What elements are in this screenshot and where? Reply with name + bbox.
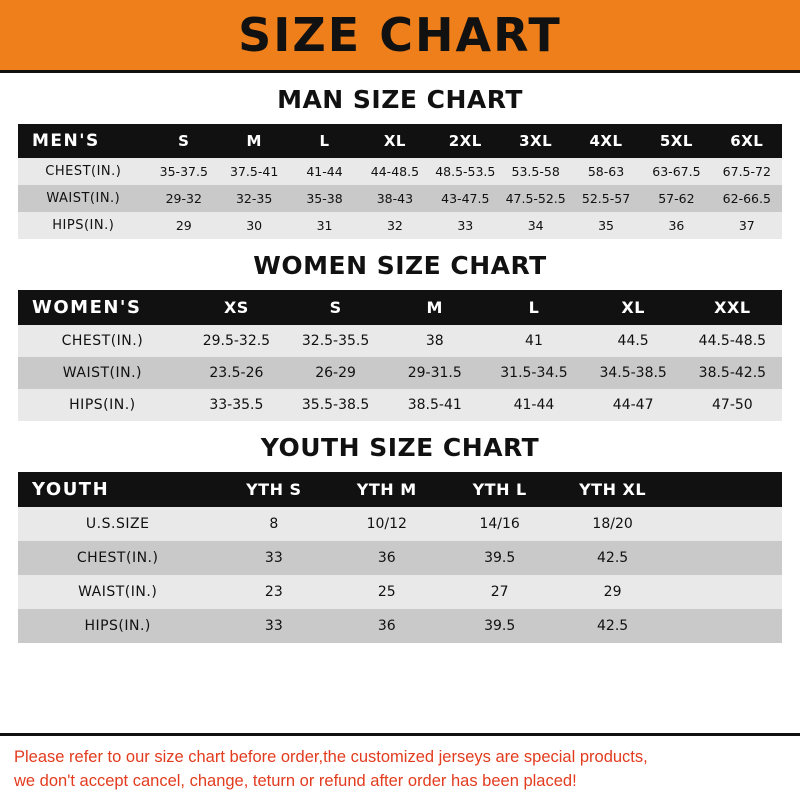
row-label-chest: CHEST(IN.) — [45, 164, 122, 179]
cell: 38.5-42.5 — [698, 365, 767, 381]
table-man-col-5: 3XL — [519, 132, 553, 150]
row-label-waist: WAIST(IN.) — [78, 584, 158, 600]
chart-content — [0, 73, 800, 733]
cell: 53.5-58 — [511, 164, 560, 179]
cell: 58-63 — [587, 164, 625, 179]
table-man-header-label: MEN'S — [32, 131, 100, 151]
table-youth-col-3: YTH XL — [579, 480, 647, 499]
table-youth-body — [18, 507, 782, 643]
cell: 32.5-35.5 — [301, 333, 370, 349]
section-youth — [18, 433, 782, 643]
table-header-row — [18, 290, 782, 325]
table-row — [18, 389, 782, 421]
cell: 41-44 — [513, 397, 555, 413]
row-label-chest: CHEST(IN.) — [61, 333, 144, 349]
cell-spacer — [669, 609, 782, 643]
cell: 27 — [490, 584, 509, 600]
table-man-col-7: 5XL — [659, 132, 693, 150]
cell: 39.5 — [484, 618, 516, 634]
table-header-row — [18, 124, 782, 158]
section-women — [18, 251, 782, 421]
cell: 18/20 — [592, 516, 633, 532]
footer-note-line-1: Please refer to our size chart before order,the customized jerseys are special products, — [14, 748, 648, 767]
table-women-col-3: L — [528, 298, 540, 317]
cell: 36 — [377, 550, 396, 566]
cell: 44-48.5 — [370, 164, 420, 179]
cell-spacer — [669, 541, 782, 575]
table-women-col-0: XS — [223, 298, 249, 317]
table-row — [18, 185, 782, 212]
cell: 41-44 — [306, 164, 343, 179]
row-label-ussize: U.S.SIZE — [85, 516, 150, 532]
table-women-header-label: WOMEN'S — [32, 297, 142, 318]
section-title-youth: YOUTH SIZE CHART — [260, 433, 540, 462]
cell: 41 — [525, 333, 543, 349]
cell: 31 — [316, 218, 333, 233]
table-women-head — [18, 290, 782, 325]
cell: 29-31.5 — [407, 365, 462, 381]
table-youth — [18, 472, 782, 643]
table-row — [18, 609, 782, 643]
table-women — [18, 290, 782, 421]
cell: 33-35.5 — [209, 397, 264, 413]
cell: 57-62 — [658, 191, 695, 206]
footer-note — [0, 733, 800, 800]
cell: 8 — [269, 516, 279, 532]
table-row — [18, 325, 782, 357]
cell: 30 — [246, 218, 263, 233]
cell: 23.5-26 — [209, 365, 264, 381]
row-label-hips: HIPS(IN.) — [84, 618, 151, 634]
cell: 35.5-38.5 — [301, 397, 370, 413]
cell: 44.5-48.5 — [698, 333, 767, 349]
cell: 44-47 — [612, 397, 654, 413]
cell: 38 — [425, 333, 444, 349]
table-youth-col-2: YTH L — [472, 480, 527, 499]
section-title-women: WOMEN SIZE CHART — [253, 251, 547, 280]
table-man-col-4: 2XL — [448, 132, 482, 150]
table-row — [18, 507, 782, 541]
cell: 32 — [386, 218, 403, 233]
cell: 29 — [603, 584, 622, 600]
cell-spacer — [669, 575, 782, 609]
table-row — [18, 357, 782, 389]
cell: 35-37.5 — [159, 164, 208, 179]
section-man — [18, 85, 782, 239]
cell: 48.5-53.5 — [435, 164, 496, 179]
cell: 29 — [175, 218, 192, 233]
cell: 67.5-72 — [722, 164, 771, 179]
cell: 47-50 — [712, 397, 753, 413]
table-man-col-2: L — [319, 132, 330, 150]
cell: 35 — [598, 218, 614, 233]
cell: 36 — [668, 218, 685, 233]
cell: 29.5-32.5 — [202, 333, 271, 349]
cell: 26-29 — [315, 365, 356, 381]
cell: 37 — [738, 218, 755, 233]
table-youth-col-0: YTH S — [246, 480, 302, 499]
row-label-waist: WAIST(IN.) — [62, 365, 142, 381]
cell: 34.5-38.5 — [599, 365, 667, 381]
table-header-row — [18, 472, 782, 507]
cell: 31.5-34.5 — [500, 365, 568, 381]
cell: 32-35 — [235, 191, 273, 206]
row-label-hips: HIPS(IN.) — [69, 397, 136, 413]
table-row — [18, 575, 782, 609]
table-man-col-1: M — [246, 132, 262, 150]
table-man-col-0: S — [178, 132, 190, 150]
cell: 63-67.5 — [652, 164, 701, 179]
cell: 25 — [377, 584, 396, 600]
row-label-hips: HIPS(IN.) — [52, 218, 115, 233]
cell: 42.5 — [597, 618, 629, 634]
cell: 33 — [264, 550, 283, 566]
cell: 38-43 — [376, 191, 414, 206]
cell: 47.5-52.5 — [505, 191, 566, 206]
cell: 29-32 — [165, 191, 202, 206]
cell: 35-38 — [306, 191, 343, 206]
page-header — [0, 0, 800, 73]
cell: 14/16 — [479, 516, 520, 532]
table-row — [18, 212, 782, 239]
cell: 34 — [527, 218, 544, 233]
table-youth-col-spacer — [669, 472, 782, 507]
table-man-col-8: 6XL — [730, 132, 764, 150]
cell: 36 — [377, 618, 396, 634]
cell: 10/12 — [366, 516, 407, 532]
page-title: SIZE CHART — [238, 8, 562, 62]
table-women-body — [18, 325, 782, 421]
table-man-col-6: 4XL — [589, 132, 623, 150]
table-women-col-5: XXL — [714, 298, 751, 317]
cell: 52.5-57 — [581, 191, 631, 206]
table-women-col-4: XL — [621, 298, 645, 317]
section-title-man: MAN SIZE CHART — [277, 85, 523, 114]
row-label-chest: CHEST(IN.) — [76, 550, 159, 566]
table-row — [18, 158, 782, 185]
table-youth-header-label: YOUTH — [32, 479, 110, 500]
cell-spacer — [669, 507, 782, 541]
table-youth-head — [18, 472, 782, 507]
table-youth-col-1: YTH M — [356, 480, 417, 499]
table-man-col-3: XL — [383, 132, 406, 150]
table-row — [18, 541, 782, 575]
row-label-waist: WAIST(IN.) — [46, 191, 121, 206]
cell: 43-47.5 — [441, 191, 490, 206]
table-women-col-2: M — [426, 298, 443, 317]
cell: 38.5-41 — [407, 397, 462, 413]
cell: 33 — [264, 618, 283, 634]
cell: 62-66.5 — [722, 191, 771, 206]
cell: 37.5-41 — [230, 164, 279, 179]
table-man-head — [18, 124, 782, 158]
table-women-col-1: S — [329, 298, 342, 317]
cell: 23 — [264, 584, 283, 600]
footer-note-line-2: we don't accept cancel, change, teturn or refund after order has been placed! — [14, 772, 577, 791]
table-man-body — [18, 158, 782, 239]
cell: 44.5 — [617, 333, 649, 349]
cell: 39.5 — [484, 550, 516, 566]
cell: 42.5 — [597, 550, 629, 566]
cell: 33 — [457, 218, 474, 233]
table-man — [18, 124, 782, 239]
